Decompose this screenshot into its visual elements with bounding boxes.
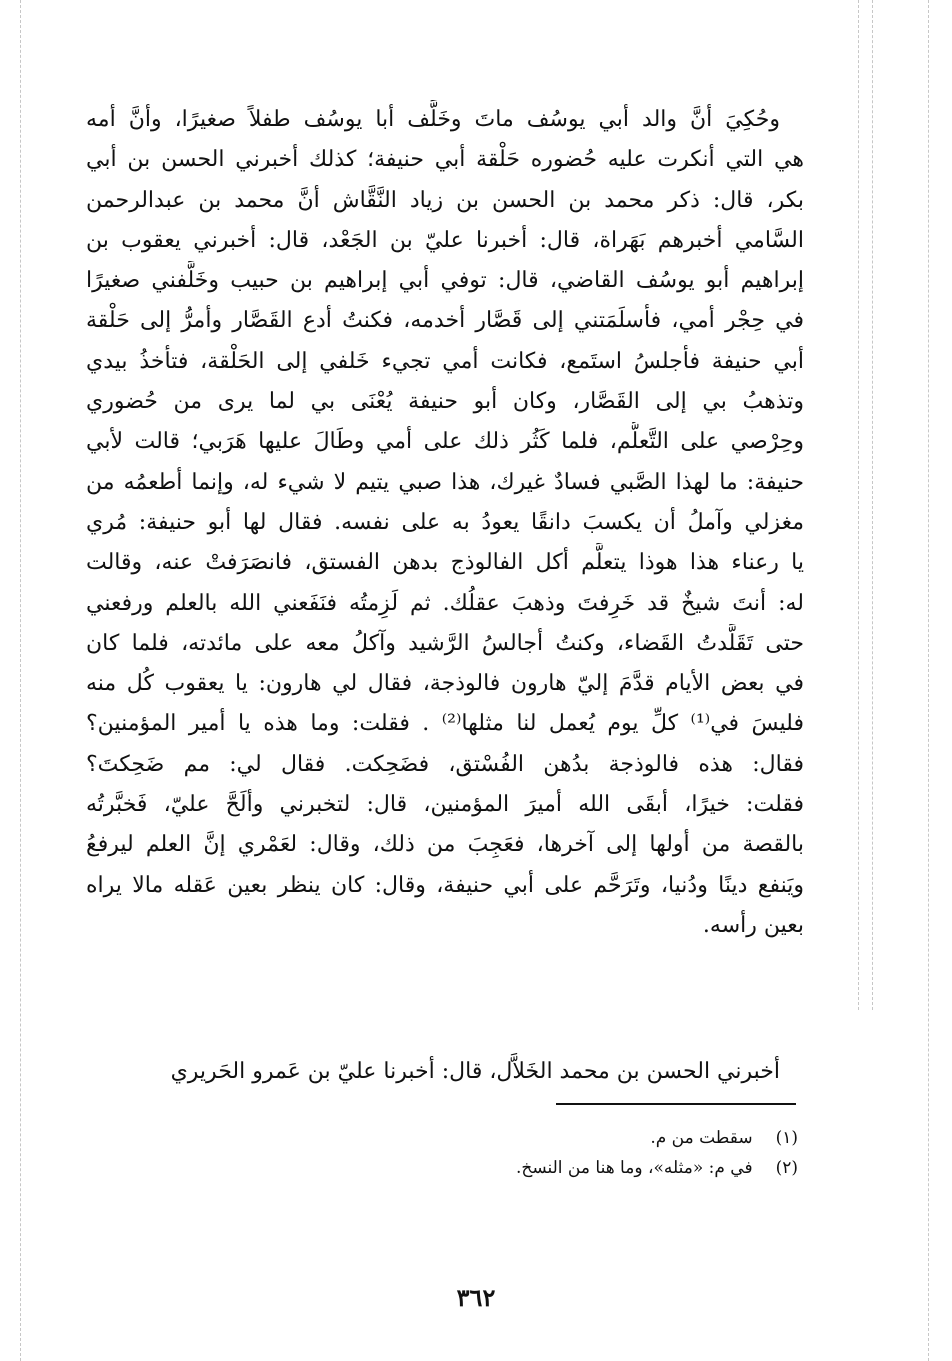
main-paragraph <box>86 100 804 946</box>
text-line: فليسَ في⁽¹⁾ كلِّ يوم يُعمل لنا مثلها⁽²⁾ . فقلت: وما هذه يا أمير المؤمنين؟ <box>86 711 804 737</box>
footnote-item <box>300 1123 798 1153</box>
text-line: له: أنتَ شيخٌ قد خَرِفتَ وذهبَ عقلُك. ثم لَزِمتُه فنَفَعني الله بالعلم ورفعني <box>86 590 804 616</box>
text-line: حنيفة: ما لهذا الصَّبي فسادٌ غيرك، هذا صبي يتيم لا شيء له، وإنما أطعمُه من <box>86 469 804 495</box>
scan-artifact-line <box>20 0 21 1361</box>
footnote-text: سقطت من م. <box>650 1128 753 1148</box>
footnote-text: في م: «مثله»، وما هنا من النسخ. <box>515 1158 753 1178</box>
footnote-number: (٢) <box>775 1158 798 1178</box>
text-line: فقال: هذه فالوذجة بدُهن الفُسْتق، فضَحِكت. فقال لي: مم ضَحِكتَ؟ <box>86 751 804 777</box>
text-line: في حِجْر أمي، فأسلَمَتني إلى قَصَّار أخدمه، فكنتُ أدع القَصَّار وأمرُّ إلى حَلْقة <box>86 308 804 334</box>
scan-artifact-line <box>858 0 859 1010</box>
text-line: وحِرْصي على التَّعلُّم، فلما كَثُر ذلك على أمي وطَالَ عليها هَرَبي؛ قالت لأبي <box>86 429 804 455</box>
text-line: بعين رأسه. <box>702 912 804 938</box>
text-line: في بعض الأيام قدَّمَ إليّ هارون فالوذجة، فقال لي هارون: يا يعقوب كُل منه <box>86 671 804 697</box>
text-line: السَّامي أخبرهم بَهَراة، قال: أخبرنا عليّ بن الجَعْد، قال: أخبرني يعقوب بن <box>86 227 804 253</box>
text-line: إبراهيم أبو يوسُف القاضي، قال: توفي أبي إبراهيم بن حبيب وخَلَّفني صغيرًا <box>86 268 804 294</box>
text-line: حتى تَقَلَّدتُ القَضاء، وكنتُ أجالسُ الرَّشيد وآكلُ معه على مائدته، فلما كان <box>86 630 804 656</box>
text-line: مغزلي وآملُ أن يكسبَ دانقًا يعودُ به على نفسه. فقال لها أبو حنيفة: مُري <box>86 509 804 535</box>
text-line: بالقصة من أولها إلى آخرها، فعَجِبَ من ذلك، وقال: لعَمْري إنَّ العلم ليرفعُ <box>86 832 804 858</box>
page-number: ٣٦٢ <box>456 1283 496 1312</box>
next-paragraph-text: أخبرني الحسن بن محمد الخَلاَّل، قال: أخبرنا عليّ بن عَمرو الحَريري <box>170 1059 780 1084</box>
scan-artifact-line <box>872 0 873 1010</box>
text-line: بكر، قال: ذكر محمد بن الحسن بن زياد النَّقَّاش أنَّ محمد بن عبدالرحمن <box>86 187 804 213</box>
footnotes <box>300 1123 798 1183</box>
text-line: ويَنفع دينًا ودُنيا، وتَرَحَّم على أبي حنيفة، وقال: كان ينظر بعين عَقله مالا يراه <box>86 872 804 898</box>
footnote-number: (١) <box>775 1128 798 1148</box>
footnote-item <box>300 1153 798 1183</box>
text-line: وحُكِيَ أنَّ والد أبي يوسُف ماتَ وخَلَّف أبا يوسُف طفلاً صغيرًا، وأنَّ أمه <box>86 107 780 132</box>
footnote-separator <box>556 1103 796 1105</box>
text-line: فقلت: خيرًا، أبقَى الله أميرَ المؤمنين، قال: لتخبرني وألَحَّ عليّ، فَخبَّرتُه <box>86 792 804 818</box>
text-line: هي التي أنكرت عليه حُضوره حَلْقة أبي حنيفة؛ كذلك أخبرني الحسن بن أبي <box>86 147 804 173</box>
text-line: وتذهبُ بي إلى القَصَّار، وكان أبو حنيفة يُعْنَى بي لما يرى من حُضوري <box>86 389 804 415</box>
text-line: أبي حنيفة فأجلسُ استَمع، فكانت أمي تجيء خَلفي إلى الحَلْقة، فتأخذُ بيدي <box>86 348 804 374</box>
scan-artifact-line <box>928 0 929 1361</box>
text-line: يا رعناء هذا هوذا يتعلَّم أكل الفالوذج بدهن الفستق، فانصَرَفتْ عنه، وقالت <box>86 550 804 576</box>
next-paragraph <box>86 1052 804 1092</box>
